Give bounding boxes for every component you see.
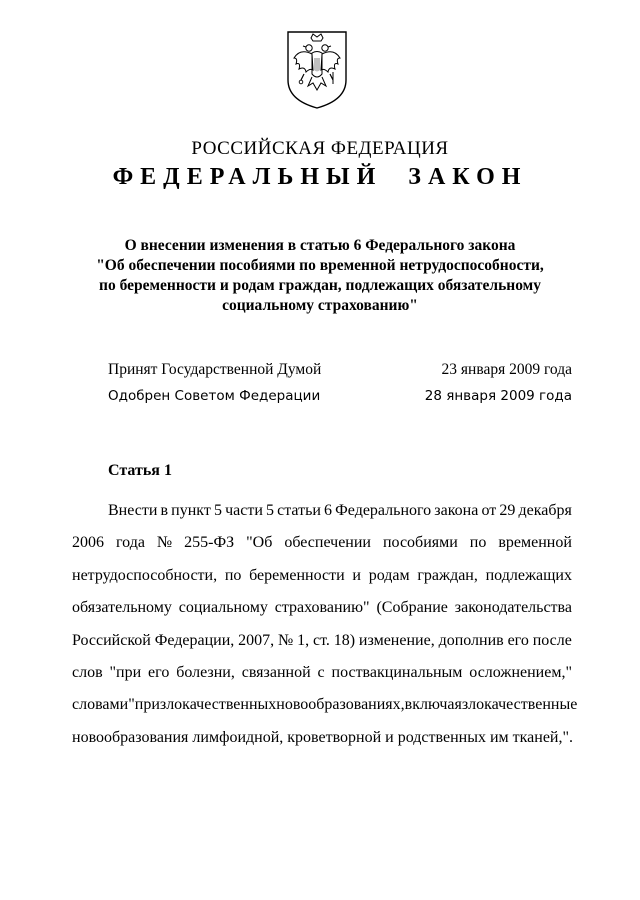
article-line: Российской Федерации, 2007, № 1, ст. 18) изменение, дополнив его после — [72, 631, 572, 649]
article-heading: Статья 1 — [108, 462, 172, 479]
duma-label: Принят Государственной Думой — [108, 361, 322, 378]
law-title-line: по беременности и родам граждан, подлежащих обязательному — [99, 277, 541, 294]
article-line: нетрудоспособности, по беременности и родам граждан, подлежащих — [72, 566, 572, 584]
council-date: 28 января 2009 года — [424, 388, 572, 404]
article-line: слов "при его болезни, связанной с поствакцинальным осложнением," — [72, 663, 572, 681]
law-title-line: О внесении изменения в статью 6 Федерального закона — [124, 237, 516, 254]
law-type-word-1: ФЕДЕРАЛЬНЫЙ — [112, 164, 383, 190]
law-title-line: "Об обеспечении пособиями по временной нетрудоспособности, — [96, 257, 544, 274]
russian-coat-of-arms-icon — [284, 28, 350, 110]
law-title — [95, 236, 545, 316]
law-type — [0, 164, 640, 191]
council-label: Одобрен Советом Федерации — [108, 388, 321, 404]
country-name: РОССИЙСКАЯ ФЕДЕРАЦИЯ — [191, 138, 449, 159]
article-line: 2006 года № 255-ФЗ "Об обеспечении пособиями по временной — [72, 534, 572, 552]
article-line: Внести в пункт 5 части 5 статьи 6 Федерального закона от 29 декабря — [108, 502, 572, 519]
article-line: новообразования лимфоидной, кроветворной и родственных им тканей,". — [72, 728, 574, 746]
article-line: обязательному социальному страхованию" (Собрание законодательства — [72, 599, 572, 617]
duma-date: 23 января 2009 года — [441, 361, 572, 378]
article-body — [72, 495, 578, 754]
article-line: словами "при злокачественных новообразованиях, включая злокачественные — [72, 696, 578, 714]
law-title-line: социальному страхованию" — [222, 297, 418, 314]
law-type-word-2: ЗАКОН — [408, 164, 528, 190]
